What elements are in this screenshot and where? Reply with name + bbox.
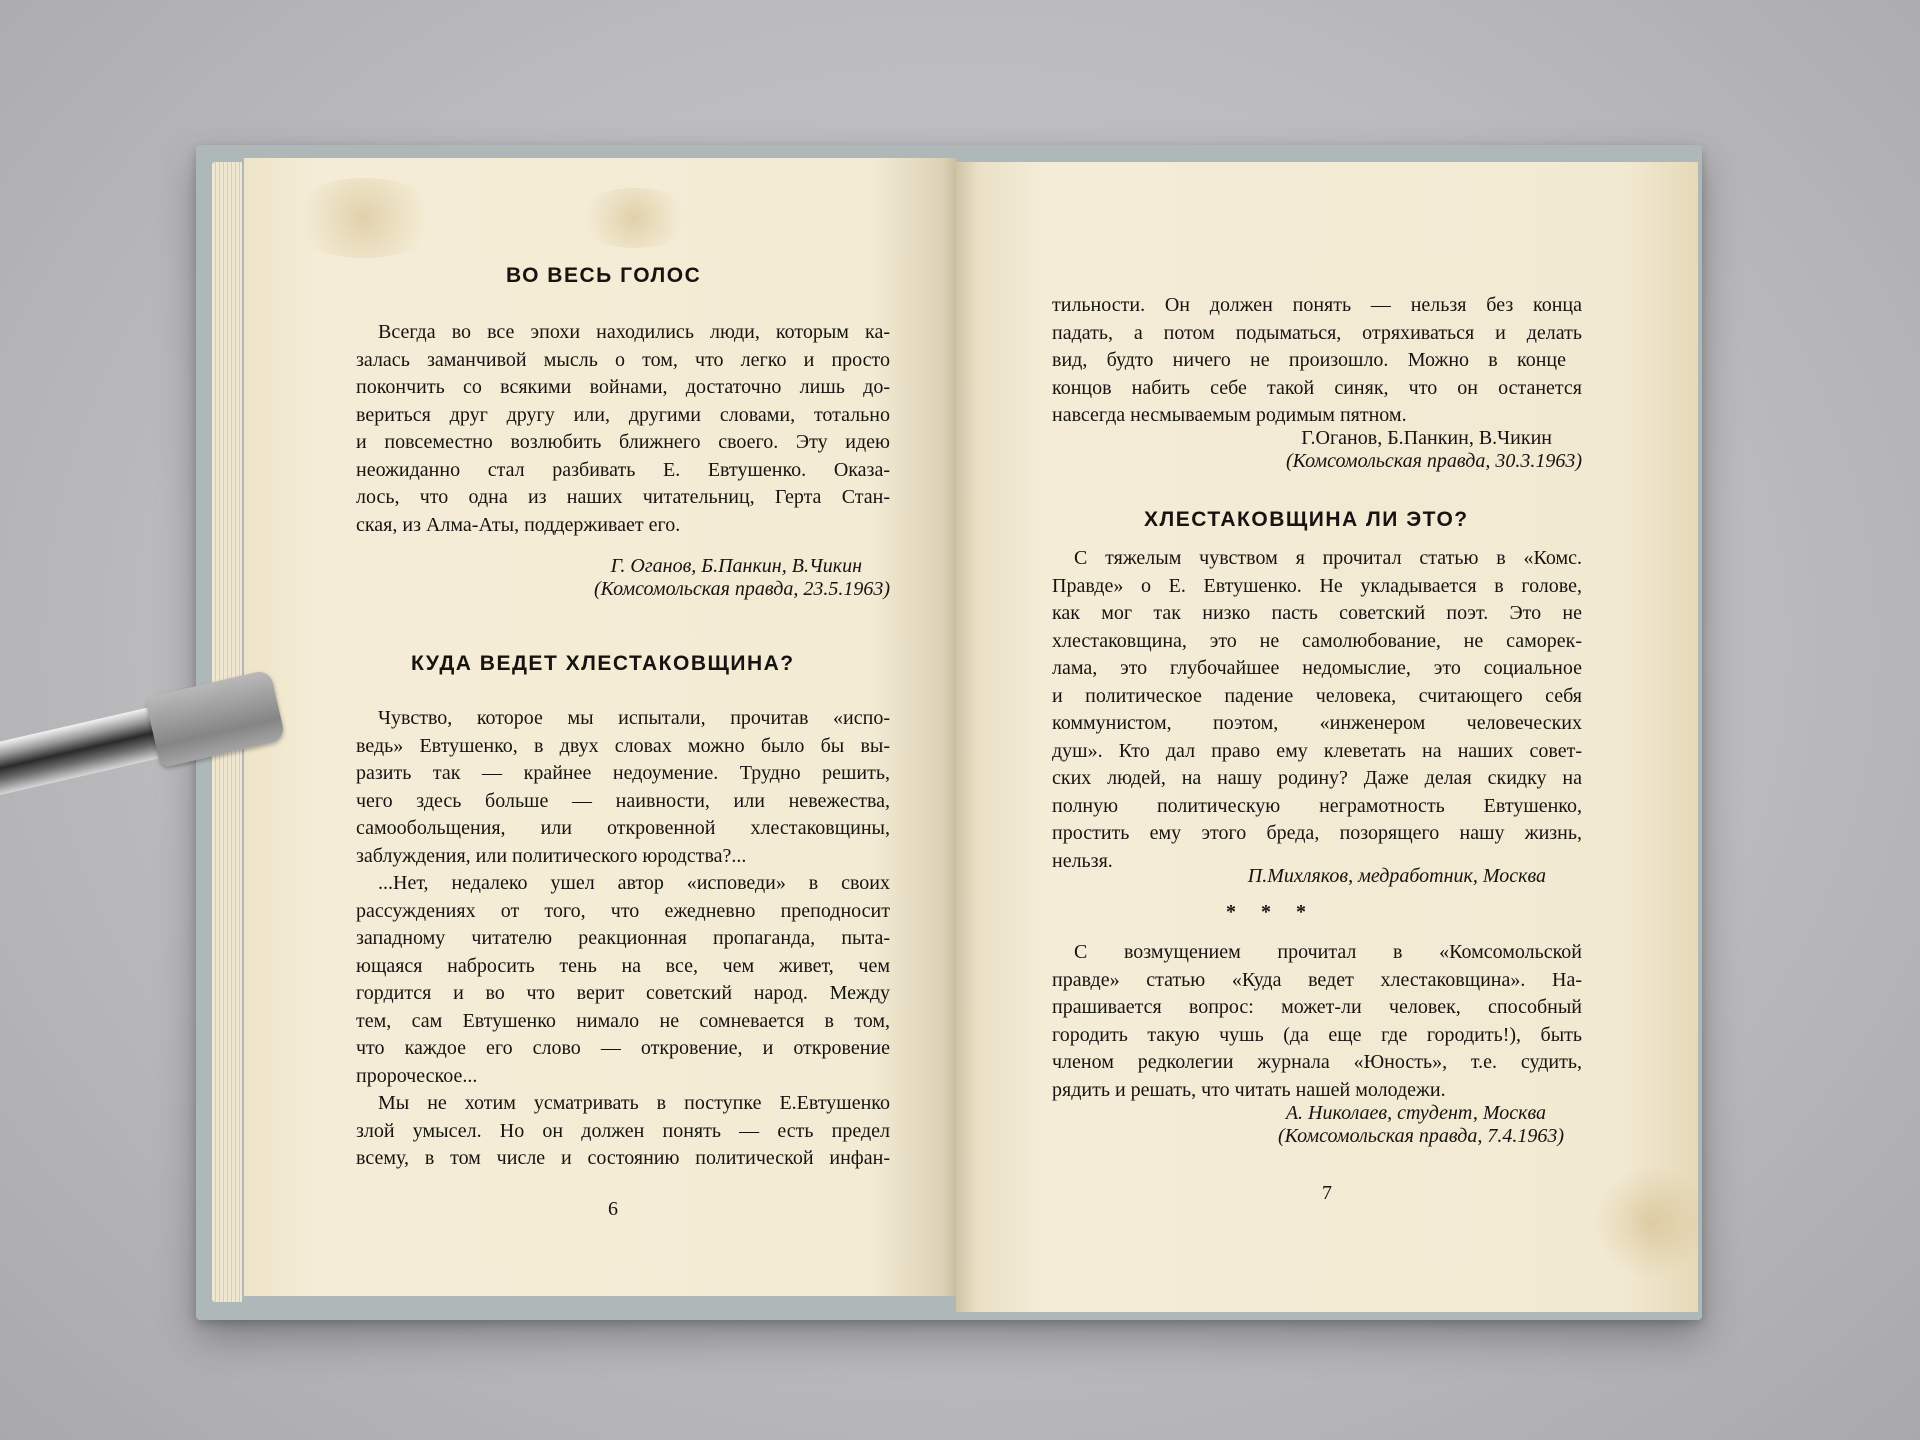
text-line: тильности. Он должен понять — нельзя без конца [1052, 294, 1582, 316]
text-line: рассуждениях от того, что ежедневно преподносит [356, 899, 890, 922]
signature-source: (Комсомольская правда, 30.3.1963) [1286, 450, 1582, 472]
text-line: и политическое падение человека, считающего себя [1052, 684, 1582, 707]
text-line: С тяжелым чувством я прочитал статью в «Комс. [1074, 547, 1582, 569]
text-line: Всегда во все эпохи находились люди, которым ка- [378, 321, 890, 343]
right-para-1 [1052, 292, 1582, 430]
left-signature-1 [356, 555, 890, 601]
left-para-1 [356, 319, 890, 539]
right-signature-1 [1052, 427, 1582, 473]
text-line: С возмущением прочитал в «Комсомольской [1074, 941, 1582, 963]
paper-stain [284, 178, 444, 258]
signature-authors: А. Николаев, студент, Москва [1285, 1102, 1546, 1124]
signature-authors: Г. Оганов, Б.Панкин, В.Чикин [610, 555, 862, 577]
text-line: навсегда несмываемым родимым пятном. [1052, 404, 1407, 426]
text-line: и повсеместно возлюбить ближнего своего. Эту идею [356, 431, 890, 453]
text-line: нельзя. [1052, 849, 1113, 872]
text-line: злой умысел. Но он должен понять — есть предел [356, 1119, 890, 1142]
text-line: залась заманчивой мысль о том, что легко и просто [356, 348, 890, 371]
text-line: ведь» Евтушенко, в двух словах можно было бы вы- [356, 734, 890, 757]
text-line: тем, сам Евтушенко нимало не сомневается в том, [356, 1009, 890, 1032]
text-line: вид, будто ничего не произошло. Можно в конце [1052, 349, 1566, 371]
text-line: Чувство, которое мы испытали, прочитав «испо- [378, 707, 890, 729]
heading-vo-ves-golos: ВО ВЕСЬ ГОЛОС [506, 264, 702, 287]
text-line: Правде» о Е. Евтушенко. Не укладывается в голове, [1052, 574, 1582, 597]
heading-kuda-vedet: КУДА ВЕДЕТ ХЛЕСТАКОВЩИНА? [411, 652, 795, 675]
text-line: всему, в том числе и состоянию политической инфан- [356, 1147, 890, 1169]
text-line: вериться друг другу или, другими словами, тотально [356, 403, 890, 426]
signature-source: (Комсомольская правда, 7.4.1963) [1278, 1125, 1564, 1147]
text-line: заблуждения, или политического юродства?... [356, 844, 747, 867]
text-line: Мы не хотим усматривать в поступке Е.Евтушенко [378, 1092, 890, 1114]
text-line: разить так — крайнее недоумение. Трудно решить, [356, 762, 890, 784]
signature-source: (Комсомольская правда, 23.5.1963) [594, 578, 890, 600]
right-signature-3 [1052, 1102, 1582, 1148]
page-number-left: 6 [608, 1198, 618, 1220]
right-para-2 [1052, 545, 1582, 875]
text-line: простить ему этого бреда, позорящего нашу жизнь, [1052, 822, 1582, 844]
text-line: самообольщения, или откровенной хлестаковщины, [356, 817, 890, 839]
text-line: пророческое... [356, 1064, 478, 1087]
signature-authors: П.Михляков, медработник, Москва [1247, 865, 1546, 887]
text-line: лось, что одна из наших читательниц, Герта Стан- [356, 486, 890, 508]
paper-stain [1596, 1162, 1706, 1282]
text-line: лама, это глубочайшее недомыслие, это социальное [1052, 657, 1582, 679]
text-line: рядить и решать, что читать нашей молодежи. [1052, 1078, 1446, 1101]
text-line: полную политическую неграмотность Евтушенко, [1052, 794, 1582, 817]
text-line: концов набить себе такой синяк, что он останется [1052, 376, 1582, 399]
text-line: душ». Кто дал право ему клеветать на наших совет- [1052, 739, 1582, 762]
right-para-3 [1052, 939, 1582, 1104]
text-line: что каждое его слово — откровение, и откровение [356, 1037, 890, 1059]
text-line: членом редколегии журнала «Юность», т.е. судить, [1052, 1051, 1582, 1073]
text-line: ская, из Алма-Аты, поддерживает его. [356, 513, 681, 536]
text-line: западному читателю реакционная пропаганда, пыта- [356, 927, 890, 949]
text-line: городить такую чушь (да еще где городить!), быть [1052, 1023, 1582, 1046]
text-line: коммунистом, поэтом, «инженером человеческих [1052, 712, 1582, 734]
text-line: прашивается вопрос: может-ли человек, способный [1052, 996, 1582, 1018]
text-line: ющаяся набросить тень на все, чем живет, чем [356, 954, 890, 977]
signature-authors: Г.Оганов, Б.Панкин, В.Чикин [1301, 427, 1552, 449]
text-line: падать, а потом подыматься, отряхиваться и делать [1052, 321, 1582, 344]
section-stars: * * * [1226, 901, 1306, 923]
page-number-right: 7 [1322, 1182, 1332, 1204]
text-line: чего здесь больше — наивности, или невежества, [356, 789, 890, 812]
right-page [956, 162, 1698, 1312]
text-line: ских людей, на нашу родину? Даже делая скидку на [1052, 767, 1582, 789]
text-line: покончить со всякими войнами, достаточно лишь до- [356, 376, 890, 398]
right-signature-2 [1052, 865, 1582, 888]
heading-khlestakovshchina-li: ХЛЕСТАКОВЩИНА ЛИ ЭТО? [1144, 508, 1469, 531]
paper-stain [574, 188, 694, 248]
text-line: правде» статью «Куда ведет хлестаковщина». На- [1052, 968, 1582, 991]
text-line: ...Нет, недалеко ушел автор «исповеди» в своих [378, 872, 890, 894]
text-line: как мог так низко пасть советский поэт. Это не [1052, 602, 1582, 624]
left-para-2 [356, 705, 890, 1173]
text-line: хлестаковщина, это не самолюбование, не саморек- [1052, 629, 1582, 652]
text-line: гордится и во что верит советский народ. Между [356, 982, 890, 1004]
left-page [244, 158, 956, 1296]
text-line: неожиданно стал разбивать Е. Евтушенко. Оказа- [356, 458, 890, 481]
